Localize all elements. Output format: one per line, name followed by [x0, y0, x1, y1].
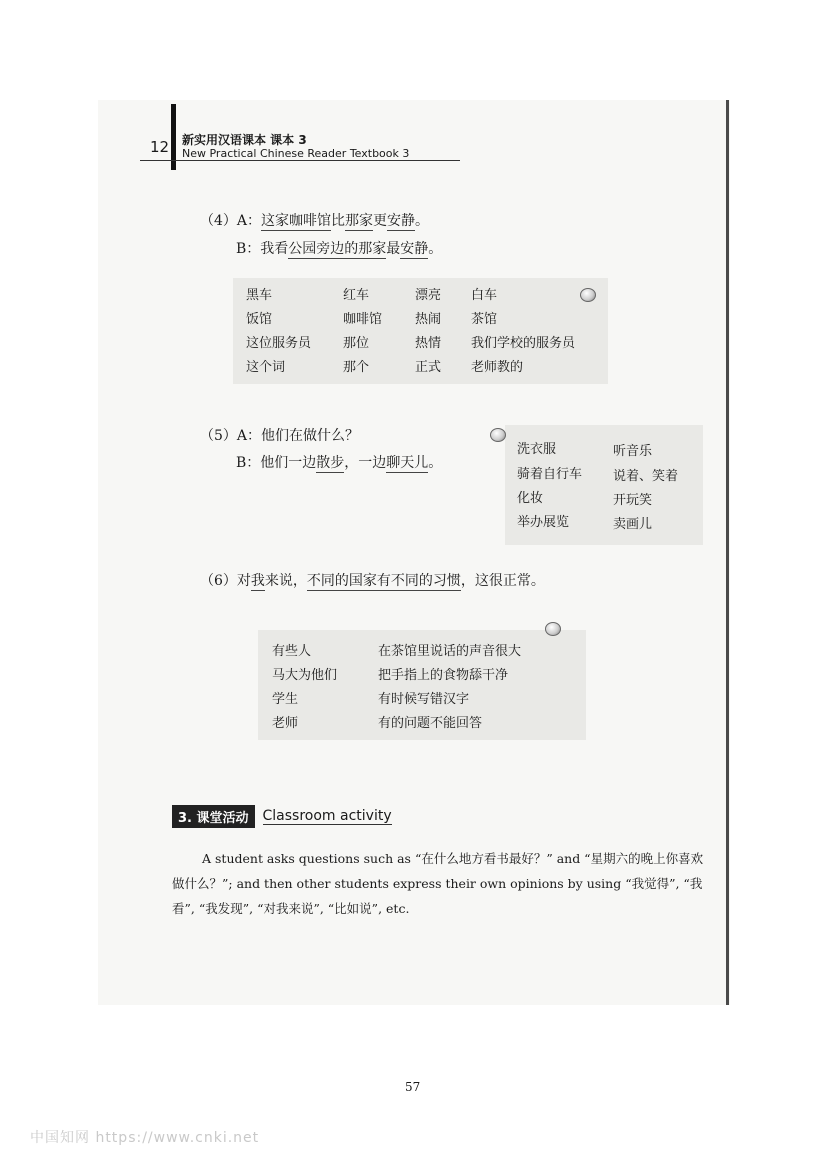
ex5-cell: 说着、笑着: [613, 469, 679, 484]
ex6-label: （6）: [200, 573, 237, 589]
section-heading: [172, 805, 392, 827]
ex4-b-part: 我看: [260, 241, 289, 257]
ex4-cell: 那个: [343, 360, 370, 375]
ex5-line-b: [236, 452, 442, 472]
bullet-ball-icon: [580, 288, 596, 302]
ex4-a-part: 这家: [261, 213, 290, 229]
ex5-cell: 卖画儿: [613, 517, 653, 532]
ex4-cell: 红车: [343, 288, 370, 303]
ex6-pre: 对: [236, 573, 251, 589]
ex4-cell: 热情: [415, 336, 442, 351]
ex4-a-part: 比: [331, 213, 346, 229]
section-title-en: Classroom activity: [262, 807, 392, 824]
ex4-cell: 热闹: [415, 312, 442, 327]
ex4-cell: 正式: [415, 360, 442, 375]
bullet-ball-icon: [545, 622, 561, 636]
ex4-cell: 这位服务员: [246, 336, 312, 351]
ex5-substitution-box: [505, 425, 703, 545]
ex5-cell: 举办展览: [517, 515, 570, 530]
ex4-b-prefix: B：: [236, 241, 261, 257]
watermark: 中国知网 https://www.cnki.net: [30, 1130, 260, 1146]
ex6-cell: 学生: [272, 692, 299, 707]
ex4-line-b: [236, 238, 442, 258]
section-number-label: 3. 课堂活动: [172, 805, 255, 828]
header-rule: [140, 160, 460, 161]
activity-paragraph: A student asks questions such as “在什么地方看书最好？” and “星期六的晚上你喜欢做什么？”; and then other students express their own opinions by using “我觉得”, “我看”, “我发现”, “对我来说”, “比如说”, etc.: [172, 851, 704, 916]
ex4-a-prefix: A：: [236, 213, 262, 229]
ex6-cell: 老师: [272, 716, 299, 731]
ex6-cell: 马大为他们: [272, 668, 338, 683]
ex4-a-part: 更: [373, 213, 388, 229]
ex4-cell: 我们学校的服务员: [471, 336, 576, 351]
ex5-b-u1: 散步: [316, 455, 345, 471]
ex4-b-part: 安静: [400, 241, 429, 257]
page-number: 12: [150, 138, 170, 156]
ex4-substitution-box: [233, 278, 608, 384]
ex4-cell: 饭馆: [246, 312, 273, 327]
ex4-b-part: 公园旁边的那家: [288, 241, 387, 257]
ex5-b-mid: ，一边: [344, 455, 387, 471]
ex6-mid: 来说，: [264, 573, 307, 589]
ex6-end: ，这很正常。: [460, 573, 545, 589]
ex5-cell: 洗衣服: [517, 442, 557, 457]
ex6-cell: 在茶馆里说话的声音很大: [378, 644, 522, 659]
ex4-b-part: 最: [386, 241, 401, 257]
ex5-line-a: [200, 425, 359, 445]
ex4-cell: 老师教的: [471, 360, 524, 375]
ex4-cell: 黑车: [246, 288, 273, 303]
ex4-line-a: [200, 210, 429, 230]
ex6-substitution-box: [258, 630, 586, 740]
ex4-cell: 茶馆: [471, 312, 498, 327]
ex4-cell: 漂亮: [415, 288, 442, 303]
ex4-a-part: 安静: [387, 213, 416, 229]
footer-page-number: 57: [405, 1080, 421, 1094]
ex6-cell: 有些人: [272, 644, 312, 659]
ex4-cell: 这个词: [246, 360, 286, 375]
ex5-b-u2: 聊天儿: [386, 455, 429, 471]
ex5-label: （5）: [200, 428, 237, 444]
ex6-cell: 把手指上的食物舔干净: [378, 668, 509, 683]
ex5-cell: 骑着自行车: [517, 467, 583, 482]
ex5-a-line: A：他们在做什么？: [236, 428, 360, 444]
ex4-cell: 咖啡馆: [343, 312, 383, 327]
scan-edge-shadow: [726, 100, 729, 1005]
ex6-u2: 不同的国家有不同的习惯: [306, 573, 461, 589]
ex6-cell: 有的问题不能回答: [378, 716, 483, 731]
ex5-b-prefix: B：他们一边: [236, 455, 317, 471]
bullet-ball-icon: [490, 428, 506, 442]
ex5-b-end: 。: [428, 455, 443, 471]
ex4-a-part: 那家: [345, 213, 374, 229]
ex4-cell: 白车: [471, 288, 498, 303]
ex4-a-part: 咖啡馆: [289, 213, 332, 229]
book-title-cn: 新实用汉语课本 课本 3: [182, 133, 307, 147]
ex6-u1: 我: [250, 573, 265, 589]
ex5-cell: 化妆: [517, 491, 544, 506]
ex6-cell: 有时候写错汉字: [378, 692, 470, 707]
ex5-cell: 开玩笑: [613, 493, 653, 508]
ex6-line: [200, 570, 545, 590]
ex4-b-part: 。: [428, 241, 443, 257]
ex5-cell: 听音乐: [613, 444, 653, 459]
ex4-a-part: 。: [415, 213, 430, 229]
ex4-label: （4）: [200, 213, 237, 229]
book-title-en: New Practical Chinese Reader Textbook 3: [182, 147, 410, 160]
ex4-cell: 那位: [343, 336, 370, 351]
